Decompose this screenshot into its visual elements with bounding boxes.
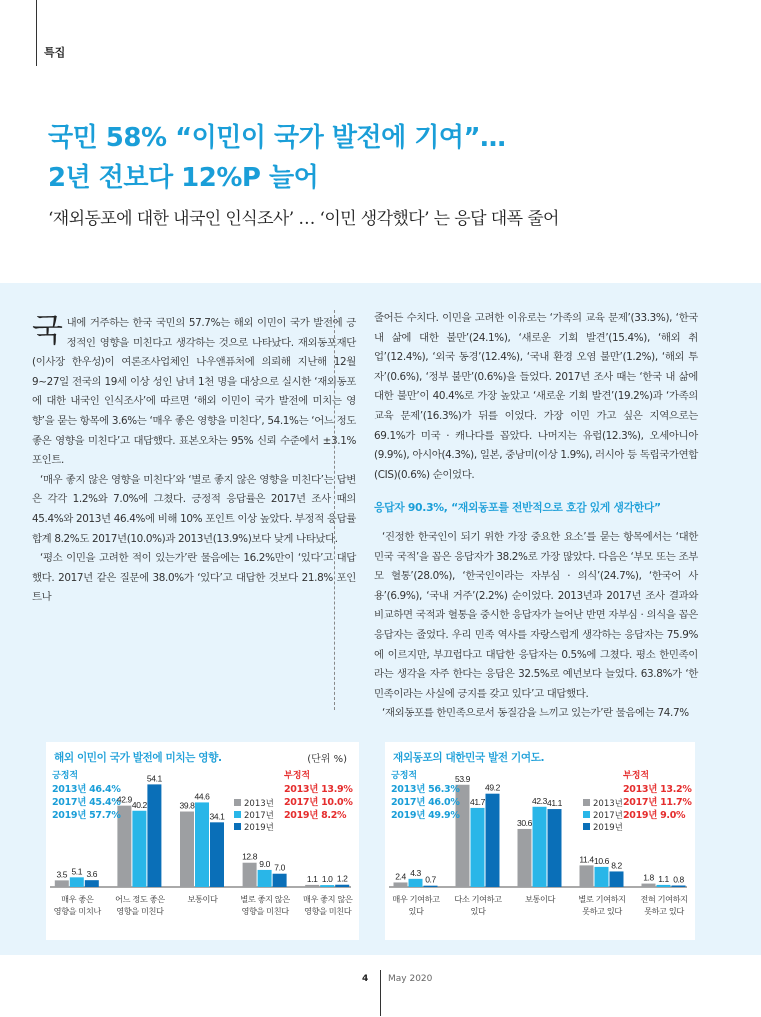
category-label: 못하고 있다 [582, 906, 622, 916]
positive-label: 긍정적 [391, 771, 418, 781]
bar-2013 [580, 865, 594, 887]
bar-value-label: 44.6 [194, 791, 210, 802]
bar-2017 [409, 879, 423, 887]
bar-value-label: 40.2 [131, 799, 147, 810]
paragraph: ‘재외동포를 한민족으로서 동질감을 느끼고 있는가’란 물음에는 74.7% [382, 707, 689, 720]
category-label: 별로 좋지 않은 [240, 894, 290, 904]
positive-label: 긍정적 [52, 771, 79, 781]
category-label: 있다 [408, 906, 424, 916]
column-divider [334, 310, 335, 710]
chart-unit: (단위 %) [307, 754, 347, 765]
chart-diaspora-contribution [385, 742, 695, 940]
category-label: 전혀 기여하지 [640, 894, 688, 904]
bar-value-label: 7.0 [274, 862, 285, 873]
bar-2017 [533, 807, 547, 887]
legend-swatch [583, 811, 590, 818]
bar-2017 [471, 808, 485, 887]
bar-2013 [394, 882, 408, 887]
chart-emigration-impact-svg [46, 742, 359, 940]
bar-value-label: 3.5 [56, 869, 68, 880]
bar-value-label: 2.4 [395, 871, 406, 882]
bar-2017 [320, 885, 334, 887]
paragraph: ‘매우 좋지 않은 영향을 미친다’와 ‘별로 좋지 않은 영향을 미친다’는 답변은 각각 1.2%와 7.0%에 그쳤다. 긍정적 응답률은 2017년 조사 때의 45.4%와 2013년 46.4%에 비해 10% 포인트 이상 높았다. 부정적 응답률 합계 8.2%도 2017년(10.0%)과 2013년(13.9%)보다 낮게 나타났다. [32, 473, 356, 545]
negative-value: 2013년 13.9% [284, 784, 353, 795]
category-label: 있다 [470, 906, 486, 916]
positive-value: 2017년 45.4% [52, 797, 121, 808]
legend-swatch [234, 823, 241, 830]
bar-2017 [595, 867, 609, 887]
bar-value-label: 49.2 [485, 782, 500, 793]
legend-label: 2013년 [244, 799, 274, 809]
bar-value-label: 4.3 [410, 867, 421, 878]
bar-2013 [243, 863, 257, 887]
positive-value: 2019년 57.7% [52, 810, 121, 821]
bar-2019 [672, 885, 686, 887]
paragraph-text: 내에 거주하는 한국 국민의 57.7%는 해외 이민이 국가 발전에 긍정적인 영향을 미친다고 생각하는 것으로 나타났다. 재외동포재단(이사장 한우성)이 여론조사업체인 나우앤퓨처에 의뢰해 지난해 12월 9~27일 전국의 19세 이상 성인 남녀 1천 명을 대상으로 실시한 ‘재외동포에 대한 내국인 인식조사’에 따르면 ‘해외 이민이 국가 발전에 미치는 영향’을 묻는 항목에 3.6%는 ‘매우 좋은 영향을 미친다’, 54.1%는 ‘어느 정도 좋은 영향을 미친다’고 대답했다. 표본오차는 95% 신뢰 수준에서 ±3.1%포인트. [32, 317, 356, 467]
article-right-column [374, 309, 698, 724]
bar-2013 [642, 884, 656, 887]
legend-label: 2019년 [244, 823, 274, 833]
bar-value-label: 3.6 [86, 869, 98, 880]
chart-title: 해외 이민이 국가 발전에 미치는 영향. [54, 752, 222, 764]
bar-2017 [70, 877, 84, 887]
bar-2017 [657, 885, 671, 887]
category-label: 어느 정도 좋은 [115, 894, 165, 904]
issue-date: May 2020 [388, 974, 433, 984]
chart-diaspora-contribution-svg [385, 742, 695, 940]
subheadline: ‘재외동포에 대한 내국인 인식조사’ … ‘이민 생각했다’ 는 응답 대폭 줄어 [48, 209, 559, 229]
category-label: 못하고 있다 [644, 906, 684, 916]
category-label: 다소 기여하고 [454, 894, 502, 904]
bar-value-label: 12.8 [242, 851, 258, 862]
bar-2013 [518, 829, 532, 887]
bar-value-label: 9.0 [259, 858, 270, 869]
article-subheading: 응답자 90.3%, “재외동포를 전반적으로 호감 있게 생각한다” [374, 501, 661, 515]
category-label: 별로 기여하지 [578, 894, 626, 904]
negative-value: 2019년 8.2% [284, 810, 347, 821]
chart-title: 재외동포의 대한민국 발전 기여도. [393, 752, 545, 764]
legend-swatch [234, 811, 241, 818]
legend-swatch [234, 799, 241, 806]
bar-2019 [335, 885, 349, 887]
chart-emigration-impact [46, 742, 359, 940]
headline [48, 118, 728, 198]
category-label: 매우 좋지 않은 [302, 894, 353, 904]
positive-value: 2013년 56.3% [391, 784, 460, 795]
bar-value-label: 0.7 [425, 874, 436, 885]
category-label: 영향을 미친다 [116, 906, 164, 916]
drop-cap: 국 [32, 311, 63, 349]
bar-2019 [610, 871, 624, 887]
bar-2019 [273, 874, 287, 887]
article-left-column [32, 311, 356, 608]
bar-2019 [210, 822, 224, 887]
bar-value-label: 39.8 [179, 800, 195, 811]
bar-2013 [305, 885, 319, 887]
positive-value: 2017년 46.0% [391, 797, 460, 808]
negative-value: 2019년 9.0% [623, 810, 686, 821]
bar-value-label: 41.7 [470, 796, 485, 807]
negative-label: 부정적 [284, 771, 311, 781]
legend-label: 2013년 [593, 799, 623, 809]
headline-line-2: 2년 전보다 12%P 늘어 [48, 163, 319, 193]
bar-value-label: 0.8 [673, 874, 684, 885]
legend-swatch [583, 799, 590, 806]
bar-2019 [147, 784, 161, 887]
bar-2019 [548, 809, 562, 887]
bar-value-label: 30.6 [517, 817, 532, 828]
bar-value-label: 8.2 [611, 860, 622, 871]
category-label: 영향을 미친다 [241, 906, 289, 916]
page-number: 4 [362, 974, 369, 984]
paragraph: ‘평소 이민을 고려한 적이 있는가’란 물음에는 16.2%만이 ‘있다’고 대답했다. 2017년 같은 질문에 38.0%가 ‘있다’고 대답한 것보다 21.8% 포인트나 [32, 552, 356, 604]
negative-value: 2013년 13.2% [623, 784, 692, 795]
headline-line-1: 국민 58% “이민이 국가 발전에 기여”… [48, 123, 506, 153]
bar-value-label: 1.1 [658, 873, 669, 884]
paragraph: 줄어든 수치다. 이민을 고려한 이유로는 ‘가족의 교육 문제’(33.3%), ‘한국 내 삶에 대한 불만’(24.1%), ‘새로운 기회 발견’(15.4%), ‘해외 취업’(12.4%), ‘외국 동경’(12.4%), ‘국내 환경 오염 불만’(1.2%), ‘해외 투자’(0.6%), ‘정부 불만’(0.6%)을 들었다. 2017년 조사 때는 ‘한국 내 삶에 대한 불만’이 40.4%로 가장 높았고 ‘새로운 기회 발견’(19.2%)과 ‘가족의 교육 문제’(16.3%)가 뒤를 이었다. 가장 이민 가고 싶은 지역으로는 69.1%가 미국 · 캐나다를 꼽았다. 나머지는 유럽(12.3%), 오세아니아(9.9%), 아시아(4.3%), 일본, 중남미(이상 1.9%), 러시아 등 독립국가연합(CIS)(0.6%) 순이었다. [374, 312, 698, 481]
bar-value-label: 1.8 [643, 872, 654, 883]
legend-label: 2017년 [593, 811, 623, 821]
bar-value-label: 1.0 [321, 874, 333, 885]
header-rule [36, 0, 37, 66]
bar-value-label: 54.1 [146, 773, 162, 784]
bar-2017 [258, 870, 272, 887]
category-label: 영향을 미친다 [304, 906, 352, 916]
bar-2013 [180, 812, 194, 887]
legend-label: 2019년 [593, 823, 623, 833]
category-label: 영향을 미치나 [53, 906, 101, 916]
category-label: 매우 좋은 [61, 894, 94, 904]
bar-value-label: 11.4 [579, 854, 594, 865]
paragraph [32, 311, 356, 471]
positive-value: 2013년 46.4% [52, 784, 121, 795]
negative-label: 부정적 [623, 771, 650, 781]
bar-2017 [195, 802, 209, 887]
bar-value-label: 53.9 [455, 773, 470, 784]
category-label: 매우 기여하고 [392, 894, 440, 904]
bar-value-label: 34.1 [209, 811, 225, 822]
bar-value-label: 42.9 [116, 794, 132, 805]
category-label: 보통이다 [187, 894, 218, 904]
bar-value-label: 1.1 [306, 873, 318, 884]
legend-swatch [583, 823, 590, 830]
bar-value-label: 41.1 [547, 798, 562, 809]
paragraph: ‘진정한 한국인이 되기 위한 가장 중요한 요소’를 묻는 항목에서는 ‘대한민국 국적’을 꼽은 응답자가 38.2%로 가장 많았다. 다음은 ‘부모 또는 조부모 혈통’(28.0%), ‘한국인이라는 자부심 · 의식’(24.7%), ‘한국어 사용’(6.9%), ‘국내 거주’(2.2%) 순이었다. 2013년과 2017년 조사 결과와 비교하면 국적과 혈통을 중시한 응답자가 늘어난 반면 자부심 · 의식을 꼽은 응답자는 줄었다. 우리 민족 역사를 자랑스럽게 생각하는 응답자는 75.9%에 이르지만, 부끄럽다고 대답한 응답자는 0.5%에 그쳤다. 평소 한민족이라는 생각을 자주 한다는 응답은 32.5%로 예년보다 늘었다. 63.8%가 ‘한민족이라는 사실에 긍지를 갖고 있다’고 대답했다. [374, 530, 698, 700]
bar-2019 [85, 880, 99, 887]
bar-value-label: 5.1 [71, 866, 83, 877]
negative-value: 2017년 10.0% [284, 797, 353, 808]
bar-value-label: 10.6 [594, 855, 609, 866]
category-label: 보통이다 [524, 894, 556, 904]
legend-label: 2017년 [244, 811, 274, 821]
positive-value: 2019년 49.9% [391, 810, 460, 821]
bar-2017 [132, 811, 146, 887]
bar-value-label: 1.2 [336, 873, 348, 884]
footer-rule [380, 970, 381, 1016]
negative-value: 2017년 11.7% [623, 797, 692, 808]
bar-value-label: 42.3 [532, 795, 547, 806]
section-tag: 특집 [44, 46, 66, 59]
bar-2019 [424, 886, 438, 887]
bar-2013 [55, 880, 69, 887]
bar-2019 [486, 794, 500, 887]
